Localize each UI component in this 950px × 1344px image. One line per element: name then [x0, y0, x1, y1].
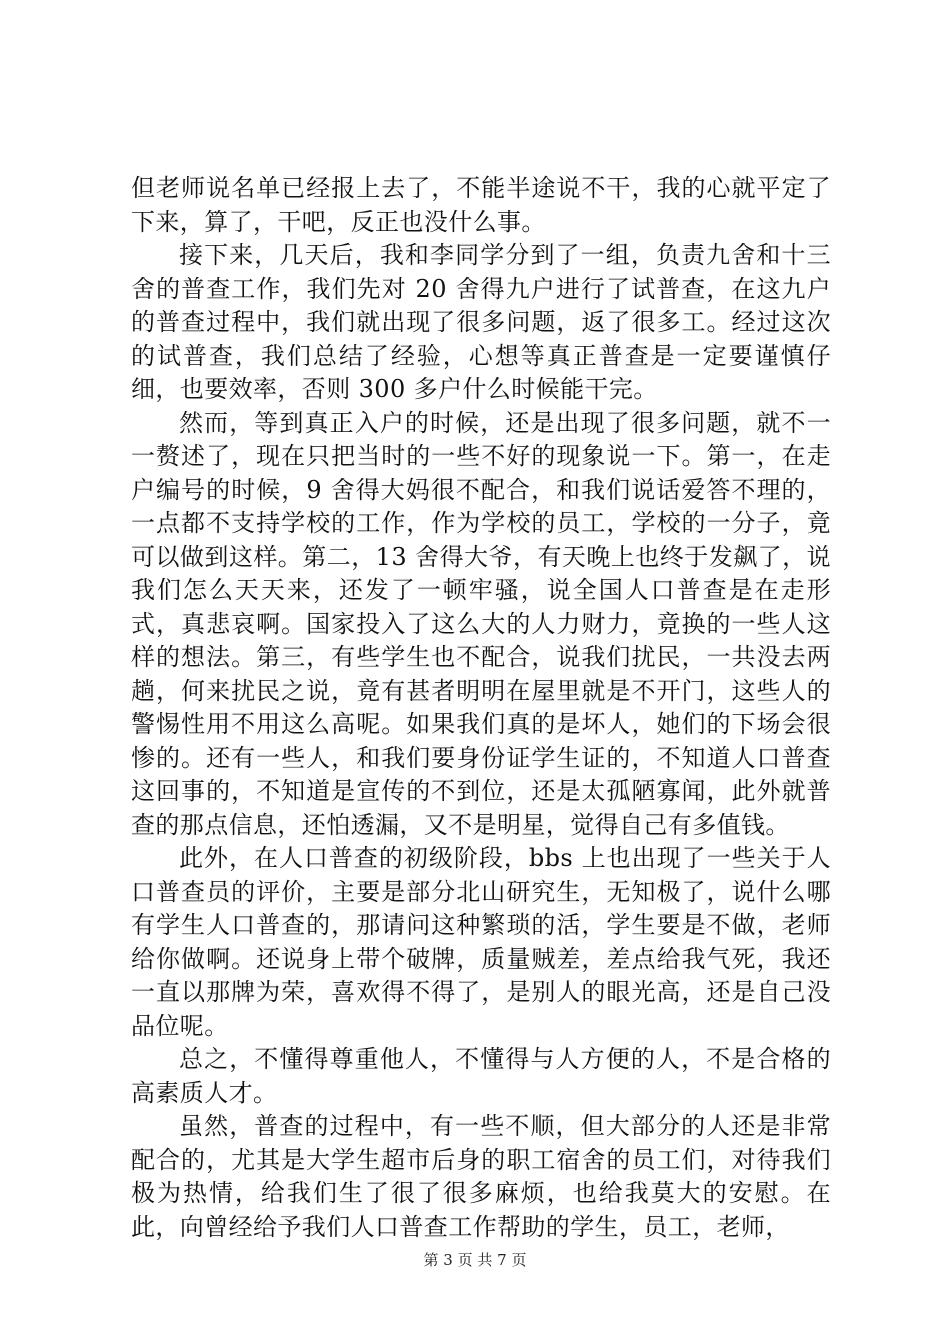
page-number-footer: 第 3 页 共 7 页 [423, 1251, 527, 1269]
paragraph-3: 然而，等到真正入户的时候，还是出现了很多问题，就不一一赘述了，现在只把当时的一些不好的现象说一下。第一，在走户编号的时候，9 舍得大妈很不配合，和我们说话爱答不理的，一点都不支持学校的工作，作为学校的员工，学校的一分子，竟可以做到这样。第二，13 舍得大爷，有天晚上也终于发飙了，说我们怎么天天来，还发了一顿牢骚，说全国人口普查是在走形式，真悲哀啊。国家投入了这么大的人力财力，竟换的一些人这样的想法。第三，有些学生也不配合，说我们扰民，一共没去两趟，何来扰民之说，竟有甚者明明在屋里就是不开门，这些人的警惕性用不用这么高呢。如果我们真的是坏人，她们的下场会很惨的。还有一些人，和我们要身份证学生证的，不知道人口普查这回事的，不知道是宣传的不到位，还是太孤陋寡闻，此外就普查的那点信息，还怕透漏，又不是明星，觉得自己有多值钱。 [131, 408, 831, 839]
document-body [131, 172, 831, 1244]
paragraph-4: 此外，在人口普查的初级阶段，bbs 上也出现了一些关于人口普查员的评价，主要是部分北山研究生，无知极了，说什么哪有学生人口普查的，那请问这种繁琐的活，学生要是不做，老师给你做啊。还说身上带个破牌，质量贼差，差点给我气死，我还一直以那牌为荣，喜欢得不得了，是别人的眼光高，还是自己没品位呢。 [131, 844, 831, 1040]
paragraph-2: 接下来，几天后，我和李同学分到了一组，负责九舍和十三舍的普查工作，我们先对 20 舍得九户进行了试普查，在这九户的普查过程中，我们就出现了很多问题，返了很多工。经过这次的试普查，我们总结了经验，心想等真正普查是一定要谨慎仔细，也要效率，否则 300 多户什么时候能干完。 [131, 241, 831, 403]
paragraph-6: 虽然，普查的过程中，有一些不顺，但大部分的人还是非常配合的，尤其是大学生超市后身的职工宿舍的员工们，对待我们极为热情，给我们生了很了很多麻烦，也给我莫大的安慰。在此，向曾经给予我们人口普查工作帮助的学生，员工，老师， [131, 1112, 831, 1241]
paragraph-5: 总之，不懂得尊重他人，不懂得与人方便的人，不是合格的高素质人才。 [131, 1045, 831, 1107]
paragraph-1: 但老师说名单已经报上去了，不能半途说不干，我的心就平定了下来，算了，干吧，反正也没什么事。 [131, 174, 831, 236]
